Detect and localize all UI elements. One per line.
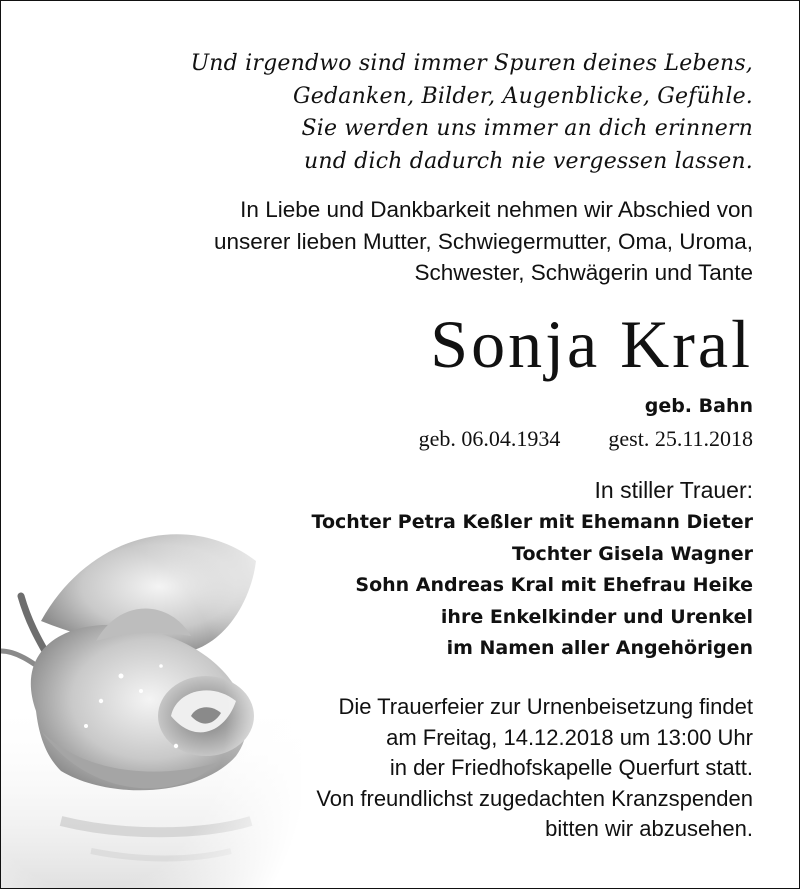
intro-line: In Liebe und Dankbarkeit nehmen wir Abschied von [240,197,753,222]
deceased-name: Sonja Kral [430,306,753,382]
mourners-label: In stiller Trauer: [594,477,753,503]
mourners-list [312,507,753,665]
mourner-line: ihre Enkelkinder und Urenkel [440,605,753,628]
service-line: am Freitag, 14.12.2018 um 13:00 Uhr [386,724,753,750]
birth-date: geb. 06.04.1934 [418,426,561,451]
mourner-line: Sohn Andreas Kral mit Ehefrau Heike [355,574,753,596]
poem-line: Gedanken, Bilder, Augenblicke, Gefühle. [293,83,753,109]
mourner-line: im Namen aller Angehörigen [446,637,753,659]
life-dates [419,424,753,454]
rose-icon [1,501,301,889]
service-line: Die Trauerfeier zur Urnenbeisetzung findet [338,694,753,719]
intro-line: Schwester, Schwägerin und Tante [414,260,753,285]
poem-line: Sie werden uns immer an dich erinnern [301,116,753,141]
poem [191,48,753,178]
intro-text [214,194,753,289]
poem-line: Und irgendwo sind immer Spuren deines Lebens, [190,51,753,76]
poem-line: und dich dadurch nie vergessen lassen. [303,148,753,174]
service-line: in der Friedhofskapelle Querfurt statt. [389,755,753,780]
intro-line: unserer lieben Mutter, Schwiegermutter, Oma, Uroma, [214,228,753,254]
service-line: Von freundlichst zugedachten Kranzspenden [316,785,753,811]
birth-name: geb. Bahn [644,395,753,417]
death-date: gest. 25.11.2018 [608,426,753,451]
service-info [316,692,753,845]
mourner-line: Tochter Gisela Wagner [512,542,753,565]
service-line: bitten wir abzusehen. [545,816,753,841]
mourner-line: Tochter Petra Keßler mit Ehemann Dieter [311,511,753,533]
